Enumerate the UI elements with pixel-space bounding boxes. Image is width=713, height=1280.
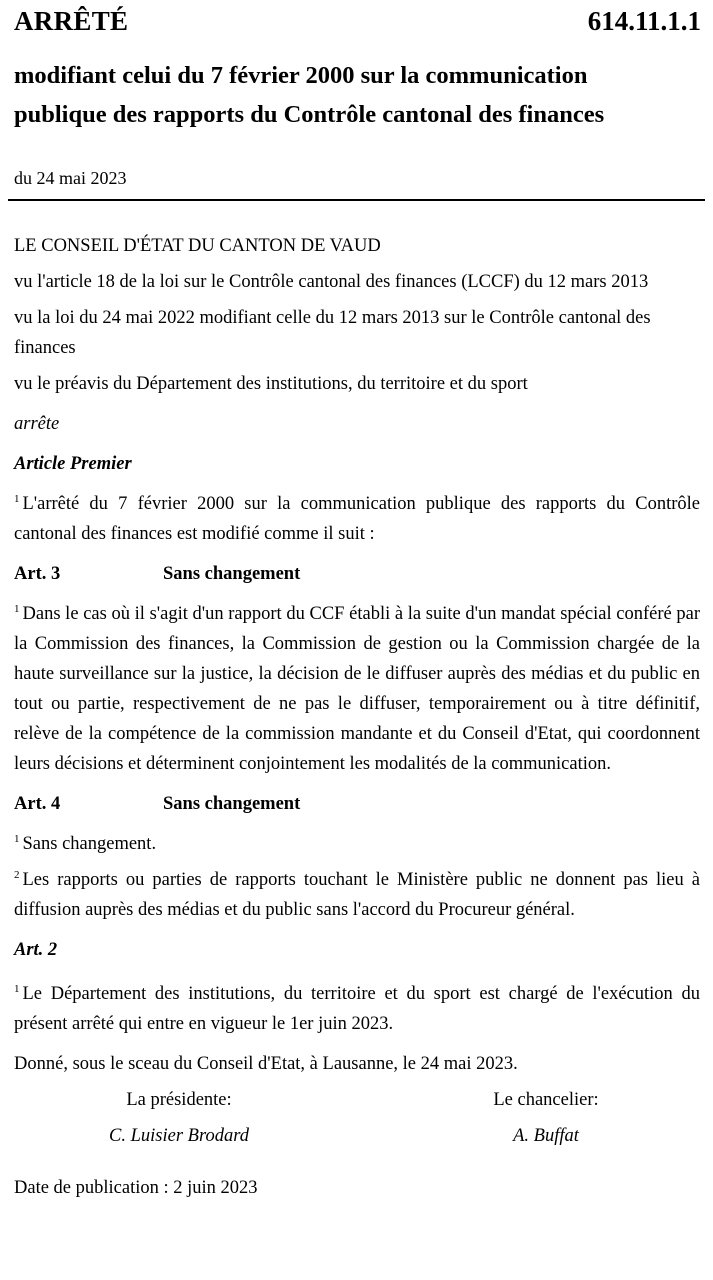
article-paragraph [14, 489, 700, 549]
document-type: ARRÊTÉ [14, 6, 129, 36]
decree-word: arrête [14, 414, 60, 434]
article-heading: Article Premier [14, 454, 132, 474]
paragraph-text: Les rapports ou parties de rapports touchant le Ministère public ne donnent pas lieu à diffusion auprès des médias et du public sans l'accord du Procureur général. [14, 870, 700, 920]
issuing-authority: LE CONSEIL D'ÉTAT DU CANTON DE VAUD [14, 236, 381, 256]
article-heading [14, 789, 700, 819]
signatory-role: La présidente: [126, 1090, 232, 1110]
header-divider [8, 199, 705, 201]
document-date: du 24 mai 2023 [14, 168, 127, 188]
document-header [14, 6, 701, 42]
article-paragraph [14, 829, 700, 859]
article-label: Sans changement [163, 794, 301, 814]
signatory-role: Le chancelier: [493, 1090, 599, 1110]
title-line: modifiant celui du 7 février 2000 sur la communication [14, 62, 588, 89]
article-paragraph [14, 979, 700, 1039]
publication-date: Date de publication : 2 juin 2023 [14, 1178, 258, 1198]
article-heading: Art. 2 [14, 940, 58, 960]
signature-block-president [84, 1085, 274, 1151]
document-body [14, 231, 700, 1203]
enactment-clause: Donné, sous le sceau du Conseil d'Etat, à Lausanne, le 24 mai 2023. [14, 1054, 518, 1074]
signature-block-chancellor [446, 1085, 646, 1151]
signatory-name: C. Luisier Brodard [109, 1126, 249, 1146]
paragraph-number: 1 [14, 602, 20, 615]
paragraph-number: 2 [14, 868, 20, 881]
paragraph-number: 1 [14, 492, 20, 505]
article-number: Art. 4 [14, 794, 61, 814]
article-paragraph [14, 865, 700, 925]
signatures [14, 1085, 700, 1173]
consideration: vu l'article 18 de la loi sur le Contrôle cantonal des finances (LCCF) du 12 mars 2013 [14, 272, 649, 292]
paragraph-text: L'arrêté du 7 février 2000 sur la communication publique des rapports du Contrôle cantonal des finances est modifié comme il suit : [14, 494, 700, 544]
article-heading [14, 559, 700, 589]
paragraph-text: Sans changement. [22, 834, 157, 854]
consideration: vu le préavis du Département des institutions, du territoire et du sport [14, 374, 528, 394]
article-number: Art. 3 [14, 564, 61, 584]
title-line: publique des rapports du Contrôle cantonal des finances [14, 101, 605, 128]
article-paragraph [14, 599, 700, 779]
signatory-name: A. Buffat [513, 1126, 579, 1146]
paragraph-number: 1 [14, 832, 20, 845]
paragraph-number: 1 [14, 982, 20, 995]
article-label: Sans changement [163, 564, 301, 584]
document-reference-number: 614.11.1.1 [587, 6, 701, 36]
paragraph-text: Dans le cas où il s'agit d'un rapport du CCF établi à la suite d'un mandat spécial conféré par la Commission des finances, la Commission de gestion ou la Commission chargée de la haute surveillance sur la justice, la décision de le diffuser auprès des médias et du public en tout ou partie, respectivement de ne pas le diffuser, temporairement ou à titre définitif, relève de la compétence de la commission mandante et du Conseil d'Etat, qui coordonnent leurs décisions et déterminent conjointement les modalités de la communication. [14, 604, 700, 774]
paragraph-text: Le Département des institutions, du territoire et du sport est chargé de l'exécution du présent arrêté qui entre en vigueur le 1er juin 2023. [14, 984, 700, 1034]
consideration: vu la loi du 24 mai 2022 modifiant celle du 12 mars 2013 sur le Contrôle cantonal des finances [14, 308, 651, 358]
document-title [14, 56, 701, 134]
